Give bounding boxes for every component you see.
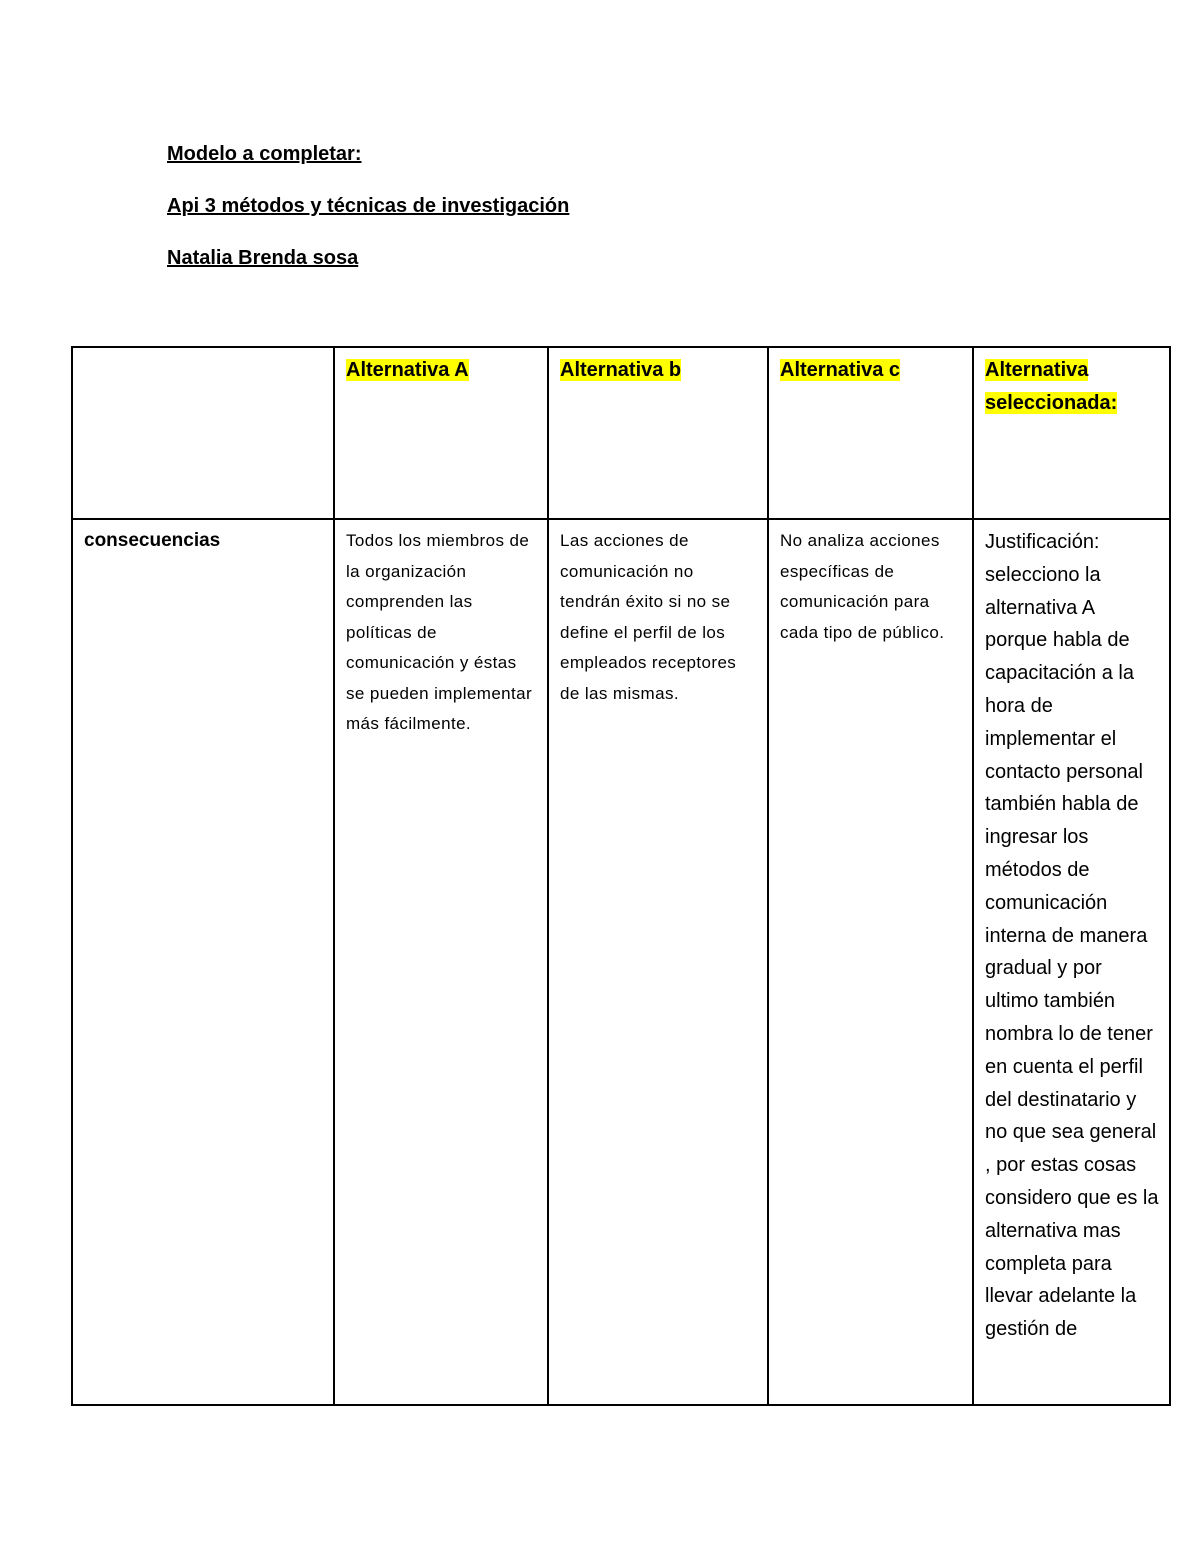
- header-cell-alternativa-seleccionada: [973, 347, 1170, 519]
- header-cell-alternativa-b: [548, 347, 768, 519]
- row-label: consecuencias: [84, 530, 221, 551]
- consequence-alternativa-c: No analiza acciones específicas de comunicación para cada tipo de público.: [780, 531, 945, 642]
- justification-text: Justificación: selecciono la alternativa A porque habla de capacitación a la hora de implementar el contacto personal también habla de ingresar los métodos de comunicación interna de manera gradual y por ultimo también nombra lo de tener en cuenta el perfil del destinatario y no que sea general , por estas cosas considero que es la alternativa mas completa para llevar adelante la gestión de: [985, 531, 1159, 1341]
- table-row: [72, 519, 1170, 1405]
- header-cell-empty: [72, 347, 334, 519]
- cell-justificacion: [973, 519, 1170, 1405]
- document-author: Natalia Brenda sosa: [167, 247, 359, 269]
- header-alternativa-seleccionada: Alternativa seleccionada:: [985, 359, 1118, 414]
- cell-alternativa-c: [768, 519, 973, 1405]
- header-cell-alternativa-a: [334, 347, 548, 519]
- cell-alternativa-a: [334, 519, 548, 1405]
- header-alternativa-c: Alternativa c: [780, 359, 901, 381]
- header-alternativa-a: Alternativa A: [346, 359, 469, 381]
- document-subtitle: Api 3 métodos y técnicas de investigación: [167, 195, 570, 217]
- header-cell-alternativa-c: [768, 347, 973, 519]
- table-header-row: [72, 347, 1170, 519]
- consequence-alternativa-b: Las acciones de comunicación no tendrán éxito si no se define el perfil de los empleados receptores de las mismas.: [560, 531, 737, 703]
- alternatives-table: [71, 346, 1171, 1406]
- header-alternativa-b: Alternativa b: [560, 359, 682, 381]
- document-title: Modelo a completar:: [167, 143, 362, 165]
- cell-alternativa-b: [548, 519, 768, 1405]
- consequence-alternativa-a: Todos los miembros de la organización comprenden las políticas de comunicación y éstas se pueden implementar más fácilmente.: [346, 531, 533, 733]
- row-label-cell: [72, 519, 334, 1405]
